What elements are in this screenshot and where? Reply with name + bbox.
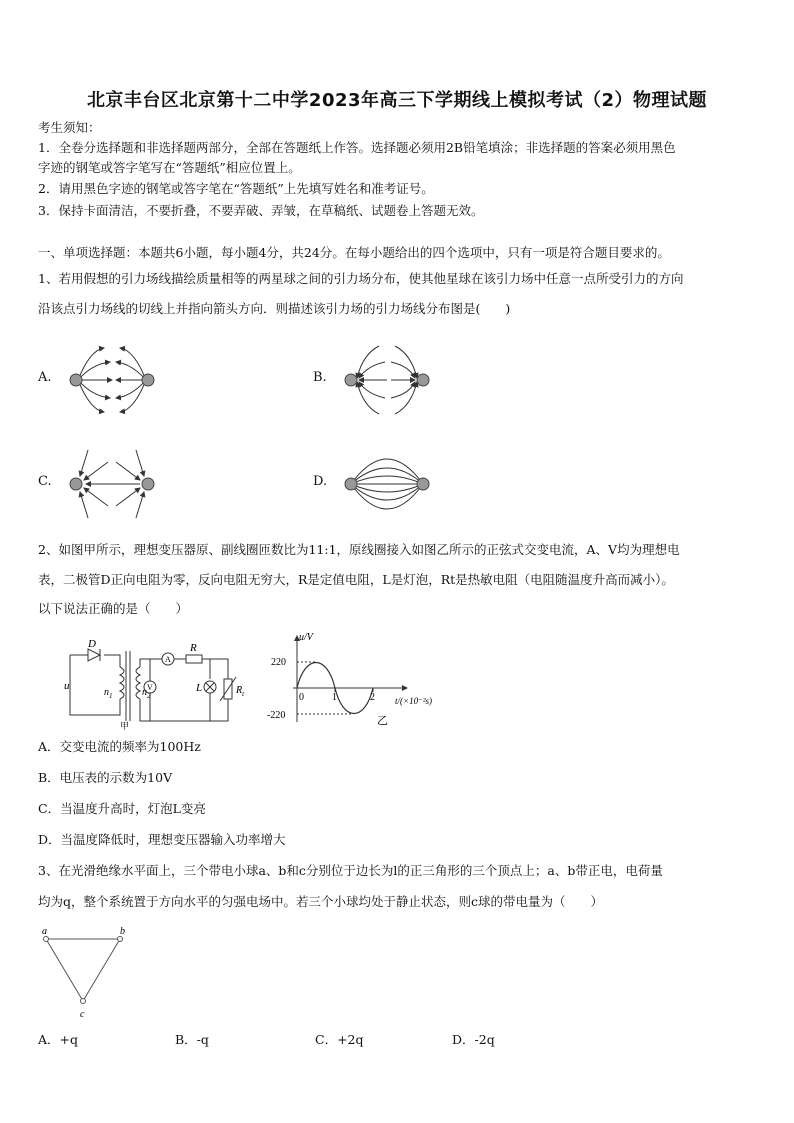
q2-option-c: C．当温度升高时，灯泡L变亮: [38, 801, 206, 816]
circuit-label-rt: R: [236, 685, 243, 696]
q2-stem-line-1: 2、如图甲所示，理想变压器原、副线圈匝数比为11:1，原线圈接入如图乙所示的正弦式交变电流，A、V均为理想电: [38, 542, 680, 557]
circuit-label-rt-sub: t: [242, 690, 245, 698]
vertex-a-label: a: [42, 926, 47, 937]
circuit-label-l: L: [196, 682, 203, 694]
graph-xlabel: t/(×10⁻²s): [395, 696, 433, 706]
circuit-label-n2: n: [142, 687, 147, 698]
q2-option-a: A．交变电流的频率为100Hz: [38, 739, 201, 754]
q2-option-d: D．当温度降低时，理想变压器输入功率增大: [38, 832, 286, 847]
graph-tick-2: 2: [370, 692, 375, 703]
page-title: 北京丰台区北京第十二中学2023年高三下学期线上模拟考试（2）物理试题: [86, 90, 708, 111]
graph-caption: 乙: [377, 715, 388, 727]
notice-line-1: 1．全卷分选择题和非选择题两部分，全部在答题纸上作答。选择题必须用2B铅笔填涂；非选择题的答案必须用黑色: [38, 140, 676, 155]
q3-triangle-figure: [36, 925, 136, 1020]
q2-stem-line-3: 以下说法正确的是（ ）: [38, 601, 189, 616]
vertex-c-label: c: [80, 1009, 85, 1020]
q3-stem-line-1: 3、在光滑绝缘水平面上，三个带电小球a、b和c分别位于边长为l的正三角形的三个顶点上；a、b带正电，电荷量: [38, 863, 663, 878]
notice-heading: 考生须知：: [38, 120, 101, 135]
q1-stem-line-2: 沿该点引力场线的切线上并指向箭头方向．则描述该引力场的引力场线分布图是( ): [38, 301, 511, 316]
circuit-label-d: D: [88, 638, 96, 650]
circuit-label-r: R: [190, 642, 197, 654]
vertex-b-label: b: [120, 926, 125, 937]
q1-figure-b: [335, 340, 445, 420]
q3-option-a: A．+q: [38, 1032, 79, 1047]
circuit-label-u: u: [64, 680, 70, 692]
q3-option-d: D．-2q: [452, 1032, 495, 1047]
q1-option-b-label: B.: [313, 370, 327, 385]
graph-origin: 0: [299, 692, 304, 703]
q1-figure-c: [60, 444, 170, 524]
graph-ymax: 220: [271, 657, 286, 668]
section-heading: 一、单项选择题：本题共6小题，每小题4分，共24分。在每小题给出的四个选项中，只有一项是符合题目要求的。: [38, 245, 670, 260]
notice-line-4: 3．保持卡面清洁，不要折叠，不要弄破、弄皱，在草稿纸、试题卷上答题无效。: [38, 203, 484, 218]
q1-figure-a: [60, 340, 170, 420]
q3-option-c: C．+2q: [315, 1032, 364, 1047]
circuit-label-n1-sub: 1: [109, 692, 113, 700]
q3-option-b: B．-q: [175, 1032, 209, 1047]
q2-circuit-diagram: [60, 635, 250, 730]
graph-ylabel: u/V: [299, 632, 313, 643]
circuit-label-n2-sub: 2: [147, 692, 151, 700]
svg-text:n1: [104, 687, 113, 700]
q2-stem-line-2: 表，二极管D正向电阻为零，反向电阻无穷大，R是定值电阻，L是灯泡，Rt是热敏电阻（电阻随温度升高而减小）。: [38, 572, 674, 587]
q2-option-b: B．电压表的示数为10V: [38, 770, 173, 785]
circuit-ammeter-label: A: [165, 655, 171, 664]
graph-tick-1: 1: [332, 692, 337, 703]
q1-figure-d: [335, 444, 445, 524]
q1-option-d-label: D.: [313, 474, 328, 489]
q1-option-c-label: C.: [38, 474, 52, 489]
svg-text:Rt: [235, 685, 245, 698]
graph-ymin: -220: [267, 710, 286, 721]
q1-stem-line-1: 1、若用假想的引力场线描绘质量相等的两星球之间的引力场分布，使其他星球在该引力场中任意一点所受引力的方向: [38, 271, 684, 286]
circuit-label-n1: n: [104, 687, 109, 698]
circuit-caption: 甲: [120, 721, 130, 730]
notice-line-2: 字迹的钢笔或答字笔写在“答题纸”相应位置上。: [38, 160, 301, 175]
q2-voltage-graph: [265, 630, 455, 730]
notice-line-3: 2．请用黑色字迹的钢笔或答字笔在“答题纸”上先填写姓名和准考证号。: [38, 181, 434, 196]
q1-option-a-label: A.: [38, 370, 52, 385]
q3-stem-line-2: 均为q，整个系统置于方向水平的匀强电场中。若三个小球均处于静止状态，则c球的带电量为（ ）: [38, 894, 604, 909]
circuit-voltmeter-label: V: [147, 683, 153, 692]
